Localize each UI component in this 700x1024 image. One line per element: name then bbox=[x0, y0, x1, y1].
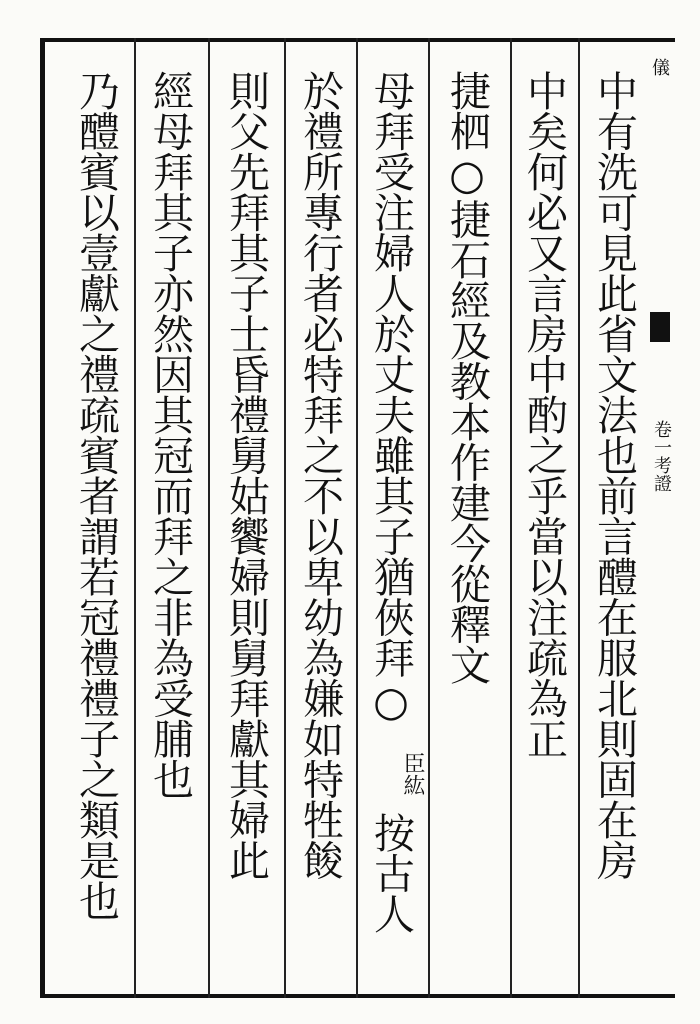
margin-top-mark: 儀 bbox=[652, 58, 670, 79]
annotation-small: 臣紘 bbox=[400, 752, 425, 796]
text-column-6: 則父先拜其子士昏禮舅姑饗婦則舅拜獻其婦此 bbox=[222, 70, 270, 880]
annotation-continuation: 按古人 bbox=[367, 812, 415, 934]
fish-tail-mark bbox=[650, 312, 670, 342]
column-rule bbox=[208, 38, 210, 998]
text-column-7: 經母拜其子亦然因其冠而拜之非為受脯也 bbox=[146, 70, 194, 799]
text-column-3: 捷柶○捷石經及教本作建今從釋文 bbox=[443, 70, 491, 685]
column-rule bbox=[510, 38, 512, 998]
column-rule bbox=[578, 38, 580, 998]
column-rule bbox=[428, 38, 430, 998]
margin-label: 卷一考證 bbox=[651, 420, 672, 492]
text-column-2: 中矣何必又言房中酌之乎當以注疏為正 bbox=[520, 70, 568, 759]
text-column-5: 於禮所專行者必特拜之不以卑幼為嫌如特牲餕 bbox=[296, 70, 344, 880]
text-column-1: 中有洗可見此省文法也前言醴在服北則固在房 bbox=[590, 70, 638, 880]
column-rule bbox=[134, 38, 136, 998]
column-rule bbox=[284, 38, 286, 998]
column-rule bbox=[356, 38, 358, 998]
text-column-8: 乃醴賓以壹獻之禮疏賓者謂若冠禮禮子之類是也 bbox=[72, 70, 120, 921]
text-column-4: 母拜受注婦人於丈夫雖其子猶俠拜○ bbox=[367, 70, 415, 725]
